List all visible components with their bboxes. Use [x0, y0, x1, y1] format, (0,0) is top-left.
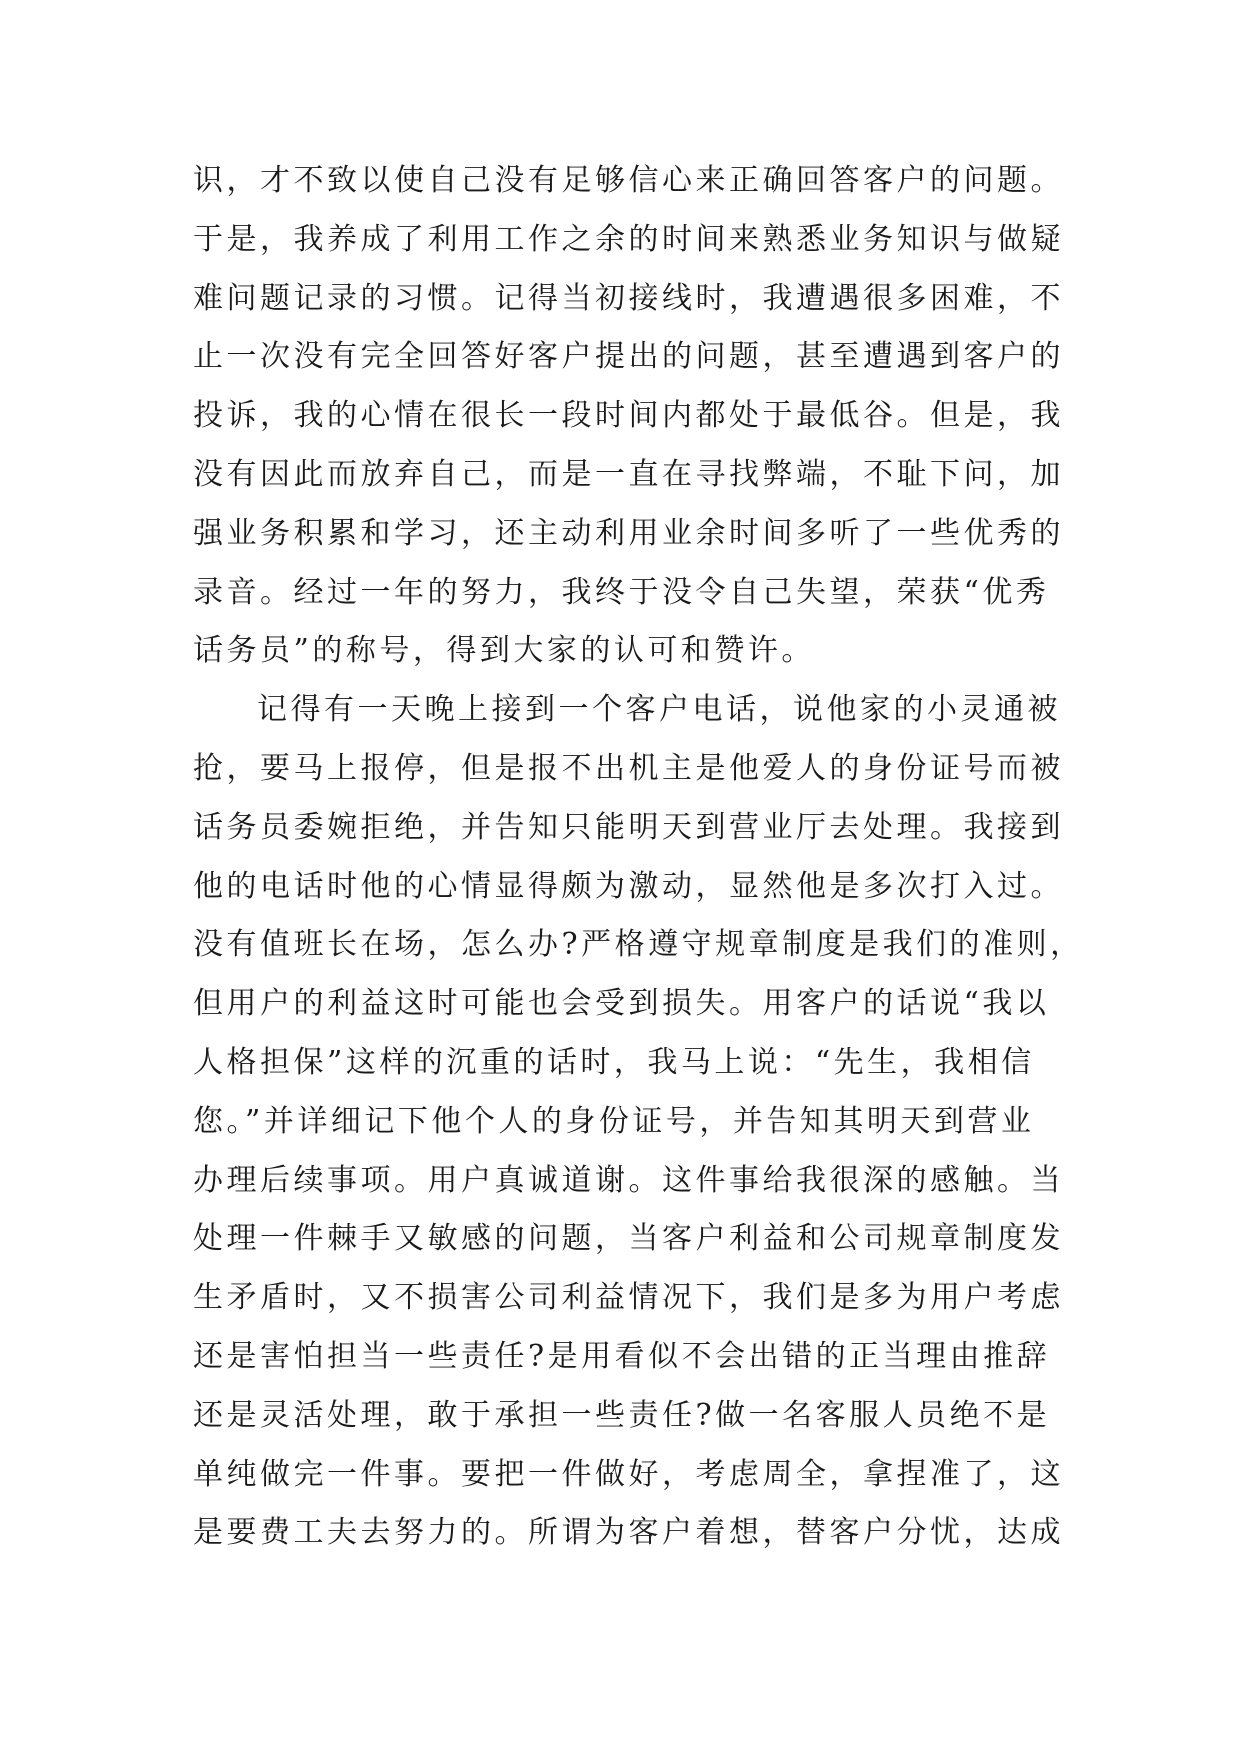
text-line: 难问题记录的习惯。记得当初接线时，我遭遇很多困难，不 — [193, 280, 1064, 316]
text-line: 他的电话时他的心情显得颇为激动，显然他是多次打入过。 — [193, 868, 1064, 904]
text-line: 没有因此而放弃自己，而是一直在寻找弊端，不耻下问，加 — [193, 456, 1064, 492]
text-line: 办理后续事项。用户真诚道谢。这件事给我很深的感触。当 — [193, 1162, 1064, 1198]
text-line: 话务员”的称号，得到大家的认可和赞许。 — [193, 633, 815, 669]
text-line: 是要费工夫去努力的。所谓为客户着想，替客户分忧，达成 — [193, 1515, 1064, 1551]
text-line: 止一次没有完全回答好客户提出的问题，甚至遭遇到客户的 — [193, 339, 1064, 375]
text-line: 还是灵活处理，敢于承担一些责任?做一名客服人员绝不是 — [193, 1397, 1051, 1433]
text-line: 生矛盾时，又不损害公司利益情况下，我们是多为用户考虑 — [193, 1280, 1064, 1316]
text-line: 话务员委婉拒绝，并告知只能明天到营业厅去处理。我接到 — [193, 809, 1064, 845]
text-line: 于是，我养成了利用工作之余的时间来熟悉业务知识与做疑 — [193, 221, 1064, 257]
body-text — [193, 152, 1084, 1563]
text-line: 还是害怕担当一些责任?是用看似不会出错的正当理由推辞 — [193, 1338, 1051, 1374]
text-line: 您。”并详细记下他个人的身份证号，并告知其明天到营业 — [193, 1103, 1035, 1139]
text-line: 人格担保”这样的沉重的话时，我马上说：“先生，我相信 — [193, 1044, 1035, 1080]
text-line: 强业务积累和学习，还主动利用业余时间多听了一些优秀的 — [193, 515, 1064, 551]
text-line: 投诉，我的心情在很长一段时间内都处于最低谷。但是，我 — [193, 398, 1064, 434]
text-line: 抢，要马上报停，但是报不出机主是他爱人的身份证号而被 — [193, 750, 1064, 786]
text-line: 识，才不致以使自己没有足够信心来正确回答客户的问题。 — [193, 163, 1064, 198]
text-line: 但用户的利益这时可能也会受到损失。用客户的话说“我以 — [193, 986, 1050, 1022]
text-line: 录音。经过一年的努力，我终于没令自己失望，荣获“优秀 — [193, 574, 1050, 610]
text-line: 单纯做完一件事。要把一件做好，考虑周全，拿捏准了，这 — [193, 1456, 1064, 1492]
text-line: 处理一件棘手又敏感的问题，当客户利益和公司规章制度发 — [193, 1221, 1064, 1257]
text-line: 没有值班长在场，怎么办?严格遵守规章制度是我们的准则， — [193, 927, 1084, 963]
text-line: 记得有一天晚上接到一个客户电话，说他家的小灵通被 — [257, 692, 1061, 728]
